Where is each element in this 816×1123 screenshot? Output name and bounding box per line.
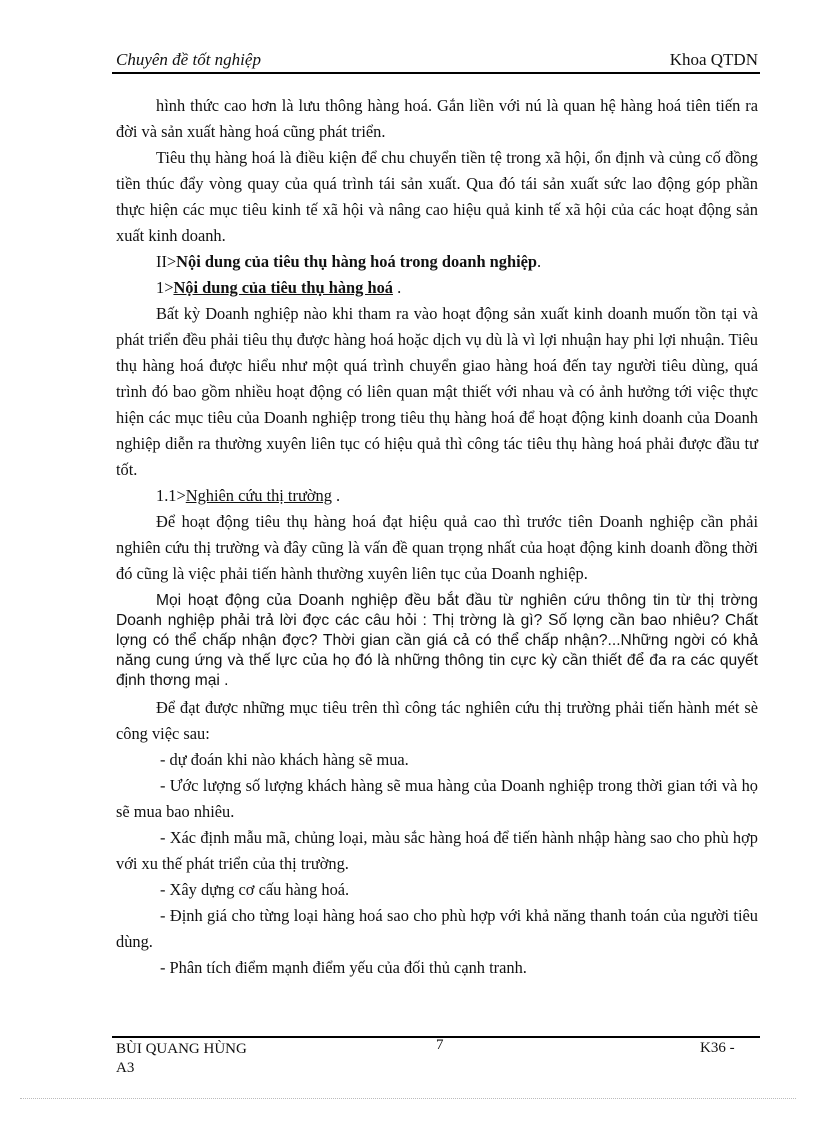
list-item: - Phân tích điểm mạnh điểm yếu của đối thủ cạnh tranh. [160,958,527,977]
paragraph-3: Bất kỳ Doanh nghiệp nào khi tham ra vào hoạt động sản xuất kinh doanh muốn tồn tại và phát triển đều phải tiêu thụ được hàng hoá hoặc dịch vụ dù là vì lợi nhuận hay phi lợi nhuận. Tiêu thụ hàng hoá được hiểu như một quá trình chuyển giao hàng hoá đến tay người tiêu dùng, quá trình đó bao gồm nhiều hoạt động có liên quan mật thiết với nhau và có ảnh hưởng tới việc thực hiện các mục tiêu của Doanh nghiệp trong tiêu thụ hàng hoá để hoạt động kinh doanh của Doanh nghiệp diễn ra thường xuyên liên tục có hiệu quả thì công tác tiêu thụ hàng hoá phải được đầu tư tốt. [116,304,758,479]
list-item: - Ước lượng số lượng khách hàng sẽ mua hàng của Doanh nghiệp trong thời gian tới và họ sẽ mua bao nhiêu. [116,776,758,821]
section-title: Nội dung của tiêu thụ hàng hoá trong doanh nghiệp [176,252,538,271]
subsubsection-title-punct: . [331,486,341,505]
paragraph-5: Mọi hoạt động của Doanh nghiệp đều bắt đầu từ nghiên cứu thông tin từ thị trờng Doanh nghiệp phải trả lời đợc các câu hỏi : Thị trờng là gì? Số lợng cần bao nhiêu? Chất lợng có thể chấp nhận đợc? Thời gian cần giá cả có thể chấp nhận?...Những ngời có khả năng cung ứng và thế lực của họ đó là những thông tin cực kỳ cần thiết để đa ra các quyết định thơng mại . [116,592,758,689]
page-number: 7 [436,1037,444,1053]
paragraph-1: hình thức cao hơn là lưu thông hàng hoá. Gắn liền với nú là quan hệ hàng hoá tiên tiến ra đời và sản xuất hàng hoá cũng phát triển. [116,96,758,141]
document-title: Chuyên đề tốt nghiệp [116,50,261,69]
subsection-title: Nội dung của tiêu thụ hàng hoá [173,278,393,297]
subsection-title-punct: . [392,278,402,297]
faculty-name: Khoa QTDN [669,50,758,69]
page-body [116,93,758,981]
subsection-heading-1-1 [116,483,758,509]
subsection-number: 1> [156,278,174,297]
author-name [116,1040,247,1078]
section-title-punct: . [537,252,542,271]
page-bottom-border [20,1098,796,1099]
section-number: II> [156,252,177,271]
list-item: - Xây dựng cơ cấu hàng hoá. [160,880,350,899]
section-heading-ii [116,249,758,275]
subsubsection-title: Nghiên cứu thị trường [185,486,332,505]
author-line-2: A3 [116,1060,135,1076]
paragraph-6: Để đạt được những mục tiêu trên thì công tác nghiên cứu thị trường phải tiến hành mét sè công việc sau: [116,698,758,743]
subsubsection-number: 1.1> [156,486,186,505]
paragraph-4: Để hoạt động tiêu thụ hàng hoá đạt hiệu quả cao thì trước tiên Doanh nghiệp cần phải nghiên cứu thị trường và đây cũng là vấn đề quan trọng nhất của hoạt động kinh doanh đồng thời đó cũng là việc phải tiến hành thường xuyên liên tục của Doanh nghiệp. [116,512,758,583]
class-code: K36 - [700,1040,735,1056]
paragraph-2: Tiêu thụ hàng hoá là điều kiện để chu chuyển tiền tệ trong xã hội, ổn định và củng cố đồng tiền thúc đẩy vòng quay của quá trình tái sản xuất. Qua đó tái sản xuất sức lao động góp phần thực hiện các mục tiêu kinh tế xã hội và nâng cao hiệu quả kinh tế xã hội của các hoạt động sản xuất kinh doanh. [116,148,758,245]
list-item: - dự đoán khi nào khách hàng sẽ mua. [160,750,409,769]
subsection-heading-1 [116,275,758,301]
author-line-1: BÙI QUANG HÙNG [116,1041,247,1057]
header-divider [112,72,760,74]
list-item: - Định giá cho từng loại hàng hoá sao cho phù hợp với khả năng thanh toán của người tiêu dùng. [116,906,758,951]
list-item: - Xác định mẫu mã, chủng loại, màu sắc hàng hoá để tiến hành nhập hàng sao cho phù hợp với xu thế phát triển của thị trường. [116,828,758,873]
